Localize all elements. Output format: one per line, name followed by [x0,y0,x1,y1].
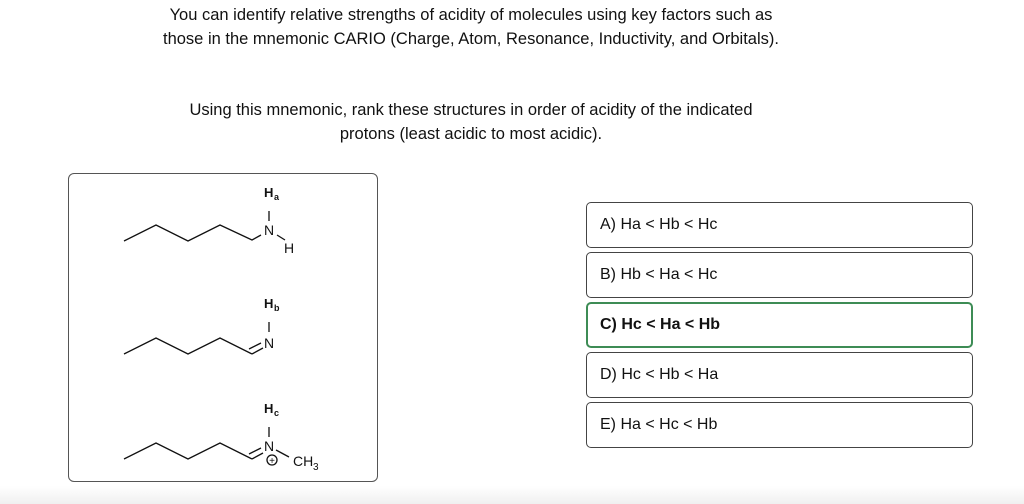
question-prompt: Using this mnemonic, rank these structures in order of acidity of the indicated protons (least acidic to most acidic). [189,101,753,143]
structures-panel [68,173,378,482]
ha-sub-label: a [274,192,280,202]
hb-h-label: H [264,296,274,311]
intro-text: You can identify relative strengths of acidity of molecules using key factors such as those in the mnemonic CARIO (Charge, Atom, Resonance, Inductivity, and Orbitals). [163,6,779,48]
hc-charge-label: + [269,456,275,467]
option-a-label: A) Ha < Hb < Hc [600,216,718,233]
hc-h-label: H [264,401,274,416]
hc-sub-label: c [274,408,280,418]
bottom-bar [0,486,1024,504]
option-c[interactable] [586,302,973,348]
hc-ch-label: CH [293,453,314,469]
answer-options [586,202,973,452]
option-d[interactable] [586,352,973,398]
structure-ha [124,211,285,241]
option-c-label: C) Hc < Ha < Hb [600,316,721,333]
option-a[interactable] [586,202,973,248]
option-d-label: D) Hc < Hb < Ha [600,366,719,383]
hc-ch-sub-label: 3 [313,462,319,473]
hc-n-label: N [264,438,275,454]
hb-sub-label: b [274,303,280,313]
structures-drawing [69,174,379,483]
ha-n-label: N [264,222,275,238]
option-e-label: E) Ha < Hc < Hb [600,416,718,433]
option-e[interactable] [586,402,973,448]
ha-h-label: H [264,185,274,200]
hb-n-label: N [264,335,275,351]
option-b-label: B) Hb < Ha < Hc [600,266,718,283]
structure-hb [124,322,269,354]
ha-h-right-label: H [284,240,295,256]
option-b[interactable] [586,252,973,298]
